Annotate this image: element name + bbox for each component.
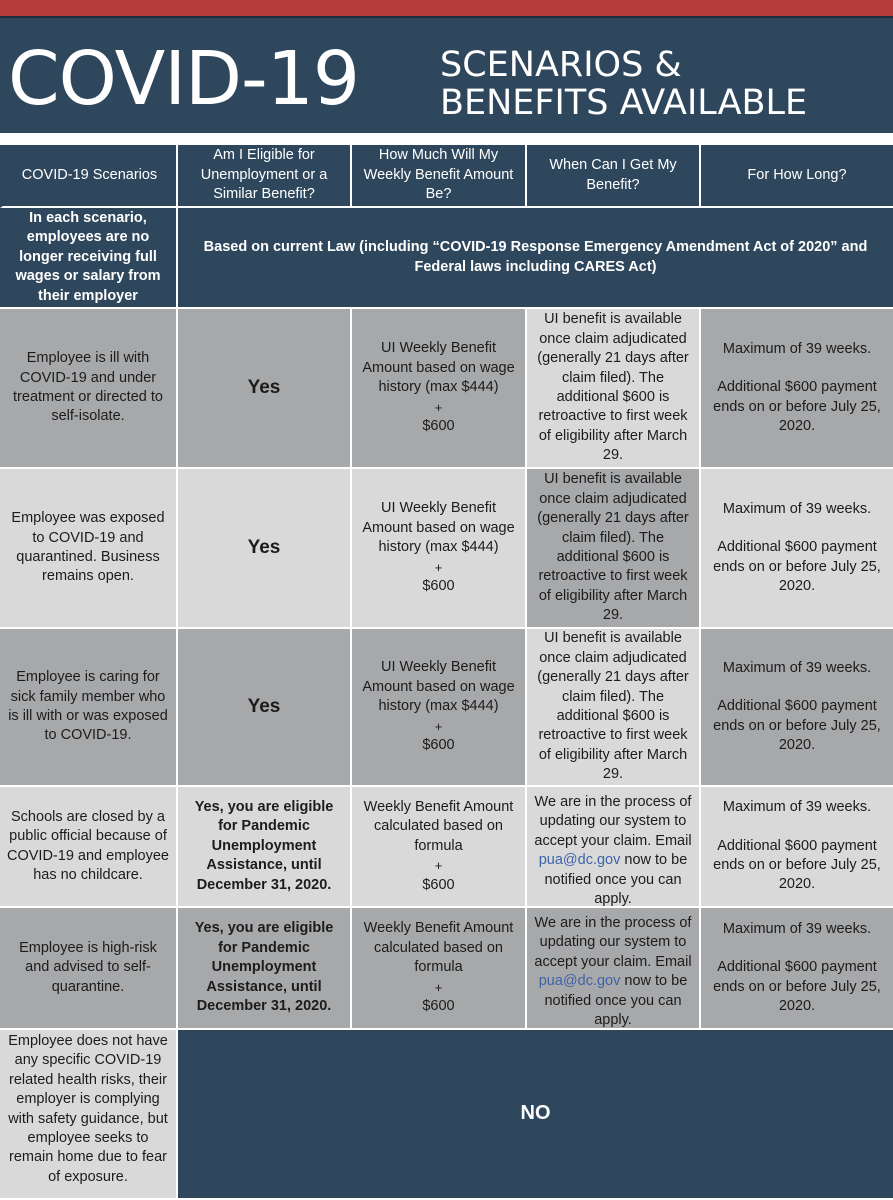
row-4-eligible: Yes, you are eligible for Pandemic Unemployment Assistance, until December 31, 2020. [178,787,352,908]
row-5-eligible: Yes, you are eligible for Pandemic Unemployment Assistance, until December 31, 2020. [178,908,352,1030]
row-2-amount: UI Weekly Benefit Amount based on wage history (max $444) + $600 [352,469,527,629]
row-5-when: We are in the process of updating our system to accept your claim. Email pua@dc.gov now to be notified once you can apply. [527,908,701,1030]
row-1-amount: UI Weekly Benefit Amount based on wage history (max $444) + $600 [352,309,527,469]
row-4-amount: Weekly Benefit Amount calculated based on formula + $600 [352,787,527,908]
column-header-scenarios: COVID-19 Scenarios [0,145,178,208]
row-3-scenario: Employee is caring for sick family member who is ill with or was exposed to COVID-19. [0,629,178,787]
column-header-amount: How Much Will My Weekly Benefit Amount Be? [352,145,527,208]
page-subtitle [440,46,807,122]
page-header [0,16,893,133]
row-1-how-long: Maximum of 39 weeks. Additional $600 payment ends on or before July 25, 2020. [701,309,893,469]
row-5-amount: Weekly Benefit Amount calculated based on formula + $600 [352,908,527,1030]
top-accent-bar [0,0,893,16]
row-1-when: UI benefit is available once claim adjudicated (generally 21 days after claim filed). The additional $600 is retroactive to first week of eligibility after March 29. [527,309,701,469]
row-4-scenario: Schools are closed by a public official because of COVID-19 and employee has no childcare. [0,787,178,908]
pua-email-link[interactable]: pua@dc.gov [538,973,621,990]
intro-basis: Based on current Law (including “COVID-19 Response Emergency Amendment Act of 2020” and Federal laws including CARES Act) [178,208,893,309]
column-header-how-long: For How Long? [701,145,893,208]
row-1-scenario: Employee is ill with COVID-19 and under treatment or directed to self-isolate. [0,309,178,469]
row-1-eligible: Yes [178,309,352,469]
subtitle-line-1: SCENARIOS & [440,45,682,85]
pua-email-link[interactable]: pua@dc.gov [538,852,621,869]
row-3-amount: UI Weekly Benefit Amount based on wage history (max $444) + $600 [352,629,527,787]
intro-scenario: In each scenario, employees are no longer receiving full wages or salary from their employer [0,208,178,309]
row-3-eligible: Yes [178,629,352,787]
row-3-how-long: Maximum of 39 weeks. Additional $600 payment ends on or before July 25, 2020. [701,629,893,787]
page-title: COVID-19 [8,36,359,122]
column-header-eligible: Am I Eligible for Unemployment or a Similar Benefit? [178,145,352,208]
row-2-scenario: Employee was exposed to COVID-19 and quarantined. Business remains open. [0,469,178,629]
row-6-answer: NO [178,1030,893,1200]
row-3-when: UI benefit is available once claim adjudicated (generally 21 days after claim filed). The additional $600 is retroactive to first week of eligibility after March 29. [527,629,701,787]
row-5-scenario: Employee is high-risk and advised to self-quarantine. [0,908,178,1030]
row-2-eligible: Yes [178,469,352,629]
row-4-how-long: Maximum of 39 weeks. Additional $600 payment ends on or before July 25, 2020. [701,787,893,908]
row-2-when: UI benefit is available once claim adjudicated (generally 21 days after claim filed). The additional $600 is retroactive to first week of eligibility after March 29. [527,469,701,629]
row-6-scenario: Employee does not have any specific COVID-19 related health risks, their employer is complying with safety guidance, but employee seeks to remain home due to fear of exposure. [0,1030,178,1200]
row-4-when: We are in the process of updating our system to accept your claim. Email pua@dc.gov now to be notified once you can apply. [527,787,701,908]
subtitle-line-2: BENEFITS AVAILABLE [440,83,808,123]
row-5-how-long: Maximum of 39 weeks. Additional $600 payment ends on or before July 25, 2020. [701,908,893,1030]
column-header-when: When Can I Get My Benefit? [527,145,701,208]
row-2-how-long: Maximum of 39 weeks. Additional $600 payment ends on or before July 25, 2020. [701,469,893,629]
